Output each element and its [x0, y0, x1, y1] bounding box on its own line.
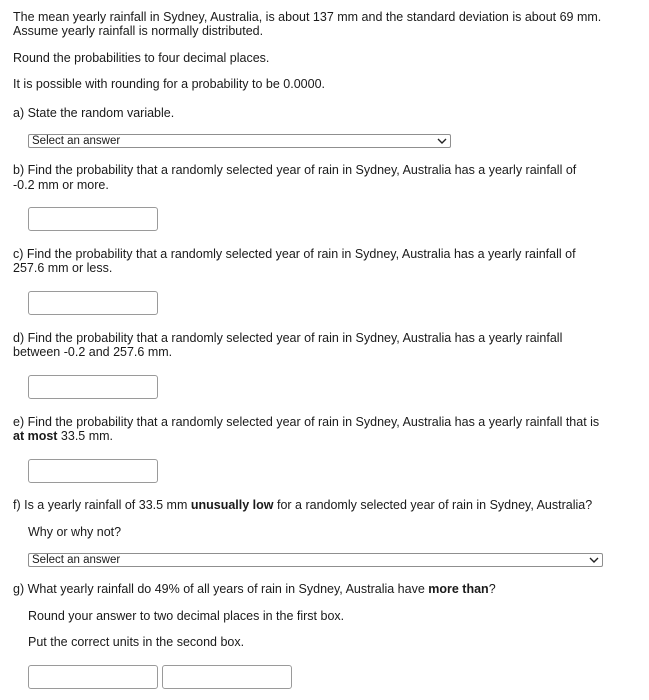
question-d-line-2: between -0.2 and 257.6 mm.	[13, 345, 173, 359]
question-a: a) State the random variable.	[13, 106, 175, 120]
question-f-emphasis: unusually low	[190, 498, 274, 512]
answer-g-units-input[interactable]	[162, 665, 292, 689]
intro-line-2: Assume yearly rainfall is normally distributed.	[13, 24, 264, 38]
answer-b-input[interactable]	[28, 207, 158, 231]
chevron-down-icon	[589, 554, 599, 566]
intro-line-1: The mean yearly rainfall in Sydney, Australia, is about 137 mm and the standard deviation is about 69 mm.	[13, 10, 602, 24]
random-variable-select[interactable]	[28, 134, 451, 148]
question-f-suffix: for a randomly selected year of rain in Sydney, Australia?	[273, 498, 593, 512]
question-g	[13, 582, 496, 596]
question-b-line-2: -0.2 mm or more.	[13, 178, 109, 192]
answer-c-input[interactable]	[28, 291, 158, 315]
possible-note: It is possible with rounding for a probability to be 0.0000.	[13, 77, 325, 91]
question-e-line-2	[13, 429, 113, 443]
question-d-line-1: d) Find the probability that a randomly selected year of rain in Sydney, Australia has a yearly rainfall	[13, 331, 563, 345]
question-b-line-1: b) Find the probability that a randomly selected year of rain in Sydney, Australia has a yearly rainfall of	[13, 163, 577, 177]
question-g-emphasis: more than	[428, 582, 489, 596]
round-instruction: Round the probabilities to four decimal places.	[13, 51, 270, 65]
question-c-line-1: c) Find the probability that a randomly selected year of rain in Sydney, Australia has a yearly rainfall of	[13, 247, 576, 261]
answer-e-input[interactable]	[28, 459, 158, 483]
question-e-emphasis: at most	[13, 429, 58, 443]
answer-g-value-input[interactable]	[28, 665, 158, 689]
g-round-instruction: Round your answer to two decimal places in the first box.	[28, 609, 345, 623]
why-prompt: Why or why not?	[28, 525, 122, 539]
question-f-prefix: f) Is a yearly rainfall of 33.5 mm	[13, 498, 191, 512]
random-variable-select-label: Select an answer	[32, 135, 121, 147]
unusual-reason-select-label: Select an answer	[32, 554, 121, 566]
question-c-line-2: 257.6 mm or less.	[13, 261, 113, 275]
g-units-instruction: Put the correct units in the second box.	[28, 635, 245, 649]
question-e-line-2-rest: 33.5 mm.	[57, 429, 114, 443]
question-g-prefix: g) What yearly rainfall do 49% of all years of rain in Sydney, Australia have	[13, 582, 429, 596]
chevron-down-icon	[437, 135, 447, 147]
answer-d-input[interactable]	[28, 375, 158, 399]
question-g-suffix: ?	[488, 582, 496, 596]
question-f	[13, 498, 592, 512]
unusual-reason-select[interactable]	[28, 553, 603, 567]
question-e-line-1: e) Find the probability that a randomly selected year of rain in Sydney, Australia has a yearly rainfall that is	[13, 415, 600, 429]
